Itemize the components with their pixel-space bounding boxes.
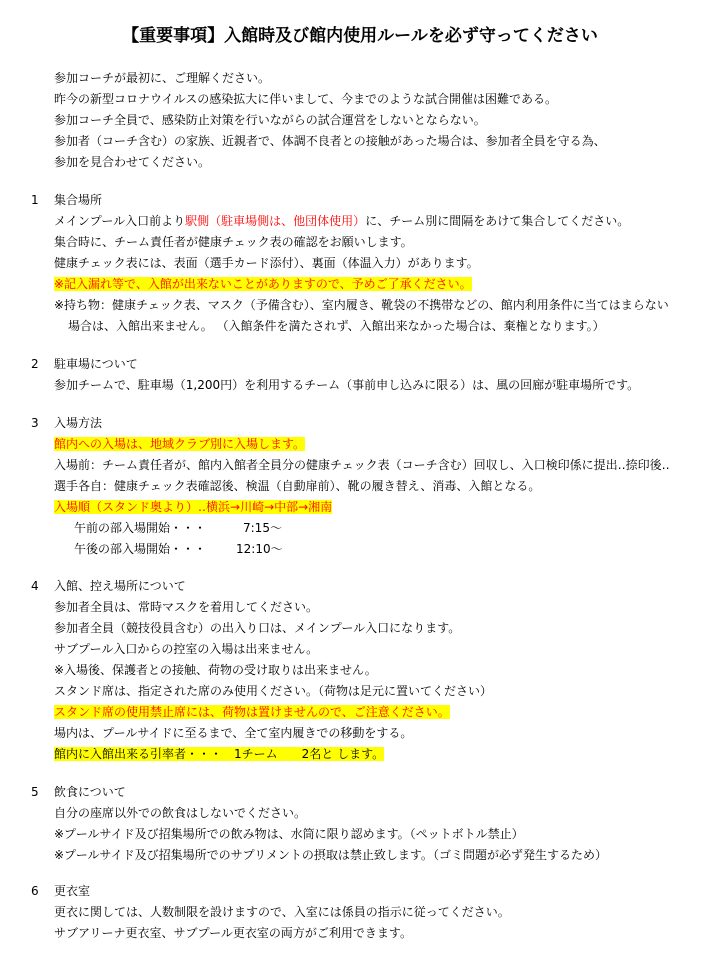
intro-line: 参加者（コーチ含む）の家族、近親者で、体調不良者との接触があった場合は、参加者全員を守る為、: [54, 134, 606, 148]
section-heading: 集合場所: [54, 193, 103, 207]
section-line: 選手各自：健康チェック表確認後、検温（自動扉前）、靴の履き替え、消毒、入館となる。: [54, 479, 541, 493]
section-line: ※入場後、保護者との接触、荷物の受け取りは出来ません。: [54, 663, 377, 677]
section-line: 参加者全員（競技役員含む）の出入り口は、メインプール入口になります。: [54, 621, 461, 635]
session-label: 午前の部入場開始・・・: [74, 521, 207, 535]
session-time: 7:15～: [243, 521, 282, 535]
section-line: [54, 211, 629, 231]
section-line: スタンド席は、指定された席のみ使用ください。（荷物は足元に置いてください）: [54, 684, 493, 698]
section-number: 4: [31, 579, 39, 593]
section-line: 入場前：チーム責任者が、館内入館者全員分の健康チェック表（コーチ含む）回収し、入口検印係に提出‥捺印後‥: [54, 458, 670, 472]
highlighted-notice: [54, 497, 332, 517]
section-number: 2: [31, 357, 39, 371]
section-heading: 更衣室: [54, 884, 91, 898]
section-line: 自分の座席以外での飲食はしないでください。: [54, 806, 307, 820]
section-number: 5: [31, 785, 39, 799]
section-line: 参加者全員は、常時マスクを着用してください。: [54, 600, 319, 614]
text-segment: に、チーム別に間隔をあけて集合してください。: [365, 214, 630, 228]
section-line: 場合は、入館出来ません。 （入館条件を満たされず、入館出来なかった場合は、棄権となります。）: [68, 319, 605, 333]
section-heading: 飲食について: [54, 785, 126, 799]
section-line: 集合時に、チーム責任者が健康チェック表の確認をお願いします。: [54, 235, 413, 249]
intro-line: 参加コーチ全員で、感染防止対策を行いながらの試合運営をしないとならない。: [54, 113, 486, 127]
intro-line: 参加コーチが最初に、ご理解ください。: [54, 71, 271, 85]
highlighted-notice: [54, 702, 450, 722]
section-line: 更衣に関しては、人数制限を設けますので、入室には係員の指示に従ってください。: [54, 905, 510, 919]
highlighted-red-text: スタンド席の使用禁止席には、荷物は置けませんので、ご注意ください。: [54, 705, 450, 719]
session-label: 午後の部入場開始・・・: [74, 542, 207, 556]
section-line: 参加チームで、駐車場（1,200円）を利用するチーム（事前申し込みに限る）は、風の回廊が駐車場所です。: [54, 378, 640, 392]
document-title: 【重要事項】入館時及び館内使用ルールを必ず守ってください: [122, 26, 598, 46]
highlighted-red-text: 館内への入場は、地域クラブ別に入場します。: [54, 437, 306, 451]
highlighted-notice: [54, 744, 384, 764]
section-heading: 入場方法: [54, 416, 103, 430]
red-text-segment: 駅側（駐車場側は、他団体使用）: [185, 214, 366, 228]
intro-line: 昨今の新型コロナウイルスの感染拡大に伴いまして、今までのような試合開催は困難である。: [54, 92, 558, 106]
intro-line: 参加を見合わせてください。: [54, 155, 211, 169]
highlighted-notice: [54, 274, 472, 294]
section-line: 場内は、プールサイドに至るまで、全て室内履きでの移動をする。: [54, 726, 413, 740]
section-line: サブプール入口からの控室の入場は出来ません。: [54, 642, 319, 656]
highlighted-text: 館内に入館出来る引率者・・・ 1チーム 2名と します。: [54, 747, 385, 761]
section-line: ※プールサイド及び招集場所での飲み物は、水筒に限り認めます。（ペットボトル禁止）: [54, 827, 524, 841]
section-heading: 駐車場について: [54, 357, 138, 371]
section-line: 健康チェック表には、表面（選手カード添付）、裏面（体温入力）があります。: [54, 256, 479, 270]
section-heading: 入館、控え場所について: [54, 579, 186, 593]
section-line: ※持ち物：健康チェック表、マスク（予備含む）、室内履き、靴袋の不携帯などの、館内利用条件に当てはまらない: [54, 298, 669, 312]
highlighted-notice: [54, 434, 305, 454]
text-segment: メインプール入口前より: [54, 214, 186, 228]
session-time: 12:10～: [236, 542, 283, 556]
section-number: 6: [31, 884, 39, 898]
highlighted-red-text: 入場順（スタンド奥より）‥横浜→川崎→中部→湘南: [54, 500, 333, 514]
section-line: サブアリーナ更衣室、サブプール更衣室の両方がご利用できます。: [54, 926, 412, 940]
highlighted-red-text: ※記入漏れ等で、入館が出来ないことがありますので、予めご了承ください。: [54, 277, 472, 291]
section-number: 1: [31, 193, 39, 207]
section-number: 3: [31, 416, 39, 430]
section-line: ※プールサイド及び招集場所でのサプリメントの摂取は禁止致します。（ゴミ問題が必ず発生するため）: [54, 848, 607, 862]
